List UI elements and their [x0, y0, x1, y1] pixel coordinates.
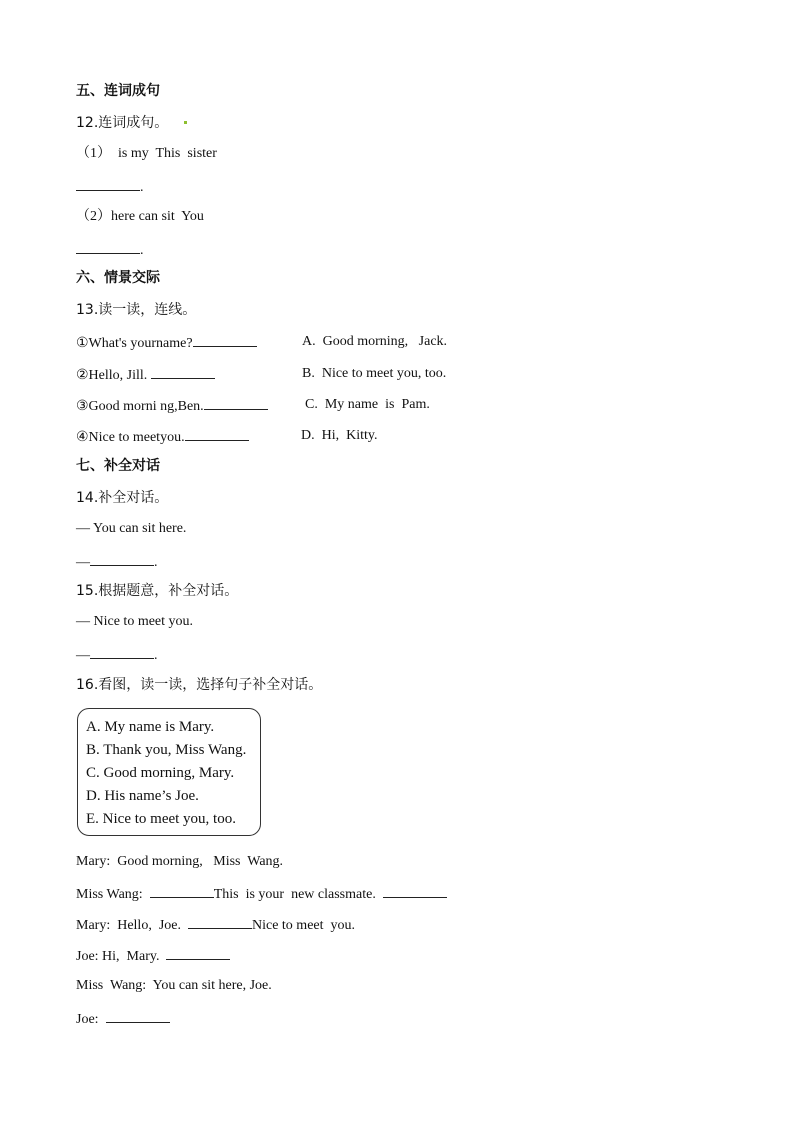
section-six-heading: 六、情景交际	[76, 270, 160, 286]
match-right-d: D. Hi, Kitty.	[301, 428, 378, 443]
option-e: E. Nice to meet you, too.	[86, 811, 236, 827]
match-left-text: ④Nice to meetyou.	[76, 430, 185, 445]
match-left-3	[76, 395, 268, 417]
question-14-answer	[76, 551, 158, 573]
answer-blank[interactable]	[90, 551, 154, 566]
answer-blank[interactable]	[76, 176, 140, 191]
dialogue-line-2	[76, 883, 447, 905]
dash: —	[76, 555, 90, 570]
question-12-title: 12.连词成句。	[76, 115, 169, 131]
option-b: B. Thank you, Miss Wang.	[86, 742, 247, 758]
match-left-text: ②Hello, Jill.	[76, 368, 151, 383]
question-14-prompt: — You can sit here.	[76, 521, 187, 536]
dialogue-line-6	[76, 1008, 170, 1030]
section-five-heading: 五、连词成句	[76, 83, 160, 99]
answer-blank[interactable]	[106, 1008, 170, 1023]
period: .	[140, 243, 144, 258]
question-12-item-1: （1） is my This sister	[76, 146, 217, 161]
answer-blank[interactable]	[166, 945, 230, 960]
period: .	[154, 555, 158, 570]
question-15-title: 15.根据题意，补全对话。	[76, 583, 239, 599]
answer-line-1	[76, 176, 144, 198]
answer-blank[interactable]	[76, 239, 140, 254]
option-c: C. Good morning, Mary.	[86, 765, 235, 781]
options-box	[77, 708, 261, 836]
section-seven-heading: 七、补全对话	[76, 458, 160, 474]
answer-blank[interactable]	[188, 914, 252, 929]
green-dot-mark	[184, 121, 187, 124]
match-left-2	[76, 364, 215, 386]
dialogue-text: Nice to meet you.	[251, 918, 356, 933]
answer-blank[interactable]	[90, 644, 154, 659]
answer-blank[interactable]	[150, 883, 214, 898]
option-d: D. His name’s Joe.	[86, 788, 199, 804]
speaker-text: Miss Wang:	[76, 887, 150, 902]
dialogue-line-4	[76, 945, 230, 967]
speaker-text: Joe: Hi, Mary.	[76, 949, 167, 964]
dialogue-line-5: Miss Wang: You can sit here, Joe.	[76, 978, 272, 993]
match-left-4	[76, 426, 249, 448]
period: .	[140, 180, 144, 195]
option-a: A. My name is Mary.	[86, 719, 215, 735]
question-13-title: 13.读一读，连线。	[76, 302, 197, 318]
match-left-text: ③Good morni ng,Ben.	[76, 399, 204, 414]
answer-blank[interactable]	[383, 883, 447, 898]
dialogue-text: This is your new classmate.	[213, 887, 383, 902]
question-14-title: 14.补全对话。	[76, 490, 169, 506]
match-blank[interactable]	[204, 395, 268, 410]
match-right-a: A. Good morning, Jack.	[302, 334, 448, 349]
match-blank[interactable]	[185, 426, 249, 441]
speaker-text: Joe:	[76, 1012, 106, 1027]
question-16-title: 16.看图，读一读，选择句子补全对话。	[76, 677, 323, 693]
match-blank[interactable]	[193, 332, 257, 347]
match-left-1	[76, 332, 257, 354]
match-right-c: C. My name is Pam.	[305, 397, 430, 412]
match-left-text: ①What's yourname?	[76, 336, 193, 351]
dialogue-line-3	[76, 914, 355, 936]
question-15-answer	[76, 644, 158, 666]
question-15-prompt: — Nice to meet you.	[76, 614, 194, 629]
dash: —	[76, 648, 90, 663]
answer-line-2	[76, 239, 144, 261]
speaker-text: Mary: Hello, Joe.	[76, 918, 188, 933]
match-right-b: B. Nice to meet you, too.	[302, 366, 447, 381]
dialogue-line-1: Mary: Good morning, Miss Wang.	[76, 854, 284, 869]
match-blank[interactable]	[151, 364, 215, 379]
period: .	[154, 648, 158, 663]
question-12-item-2: （2）here can sit You	[76, 209, 204, 224]
